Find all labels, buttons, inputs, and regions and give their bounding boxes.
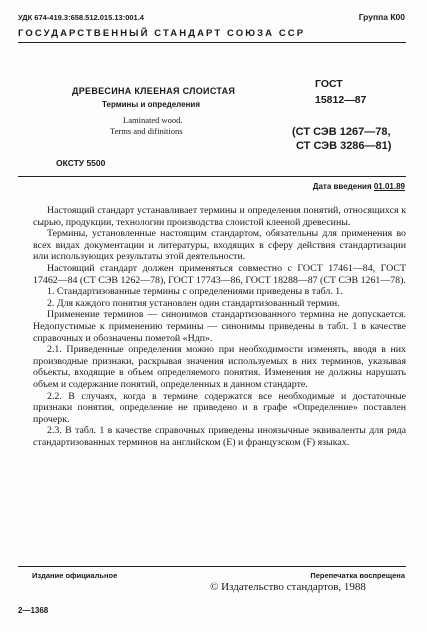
introduction-date-label: Дата введения xyxy=(312,182,372,191)
copyright-notice: © Издательство стандартов, 1988 xyxy=(210,581,366,593)
sev-reference-2: СТ СЭВ 3286—81) xyxy=(296,140,392,152)
header-divider xyxy=(18,42,406,43)
official-edition-label: Издание официальное xyxy=(32,571,118,580)
document-body xyxy=(33,205,406,448)
sev-reference-1: (СТ СЭВ 1267—78, xyxy=(292,126,391,138)
introduction-date xyxy=(313,182,405,191)
group-code: Группа К00 xyxy=(358,12,405,22)
paragraph: 2. Для каждого понятия установлен один стандартизованный термин. xyxy=(47,297,340,309)
english-title: Laminated wood. xyxy=(123,115,183,125)
page-code: 2—1368 xyxy=(18,606,49,615)
paragraph: 2.1. Приведенные определения можно при необходимости изменять, вводя в них производные признаки, раскрывая значения используемых в них терминов, указывая объекты, входящие в объем определяемого понятия. Изменения не должны нарушать объем и содержание понятий, определенных в данном стандарте. xyxy=(33,344,406,390)
paragraph: Термины, установленные настоящим стандартом, обязательны для применения во всех видах документации и литературы, входящих в сферу действия стандартизации или использующих результаты этой деятельности. xyxy=(33,228,406,263)
introduction-date-value: 01.01.89 xyxy=(373,182,405,191)
udk-code: УДК 674-419.3:658.512.015.13:001.4 xyxy=(18,13,144,22)
paragraph: Настоящий стандарт должен применяться совместно с ГОСТ 17461—84, ГОСТ 17462—84 (СТ СЭВ 1262—78), ГОСТ 17743—86, ГОСТ 18288—87 (СТ СЭВ 1261—78). xyxy=(33,262,406,286)
gost-number: 15812—87 xyxy=(315,94,367,106)
gost-label: ГОСТ xyxy=(315,78,343,90)
okstu-code: ОКСТУ 5500 xyxy=(56,158,106,168)
paragraph: 2.2. В случаях, когда в термине содержатся все необходимые и достаточные признаки понятия, определение не приведено и в графе «Определение» поставлен прочерк. xyxy=(33,390,406,425)
english-subtitle: Terms and difinitions xyxy=(110,126,183,136)
document-title: ДРЕВЕСИНА КЛЕЕНАЯ СЛОИСТАЯ xyxy=(72,86,236,96)
okstu-divider xyxy=(18,176,406,177)
paragraph: Настоящий стандарт устанавливает термины и определения понятий, относящихся к сырью, продукции, технологии производства слоистой клееной древесины. xyxy=(33,205,406,228)
state-standard-heading: ГОСУДАРСТВЕННЫЙ СТАНДАРТ СОЮЗА ССР xyxy=(18,28,306,39)
paragraph: Применение терминов — синонимов стандартизованного термина не допускается. Недопустимые к применению термины — синонимы приведены в табл. 1 в качестве справочных и обозначены пометой «Ндп». xyxy=(33,309,406,344)
document-subtitle: Термины и определения xyxy=(102,100,201,109)
paragraph: 1. Стандартизованные термины с определениями приведены в табл. 1. xyxy=(47,286,343,298)
footer-divider xyxy=(18,566,406,567)
paragraph: 2.3. В табл. 1 в качестве справочных приведены иноязычные эквиваленты для ряда стандартизованных терминов на английском (Е) и французском (F) языках. xyxy=(33,425,406,448)
reprint-prohibited-label: Перепечатка воспрещена xyxy=(310,571,405,580)
